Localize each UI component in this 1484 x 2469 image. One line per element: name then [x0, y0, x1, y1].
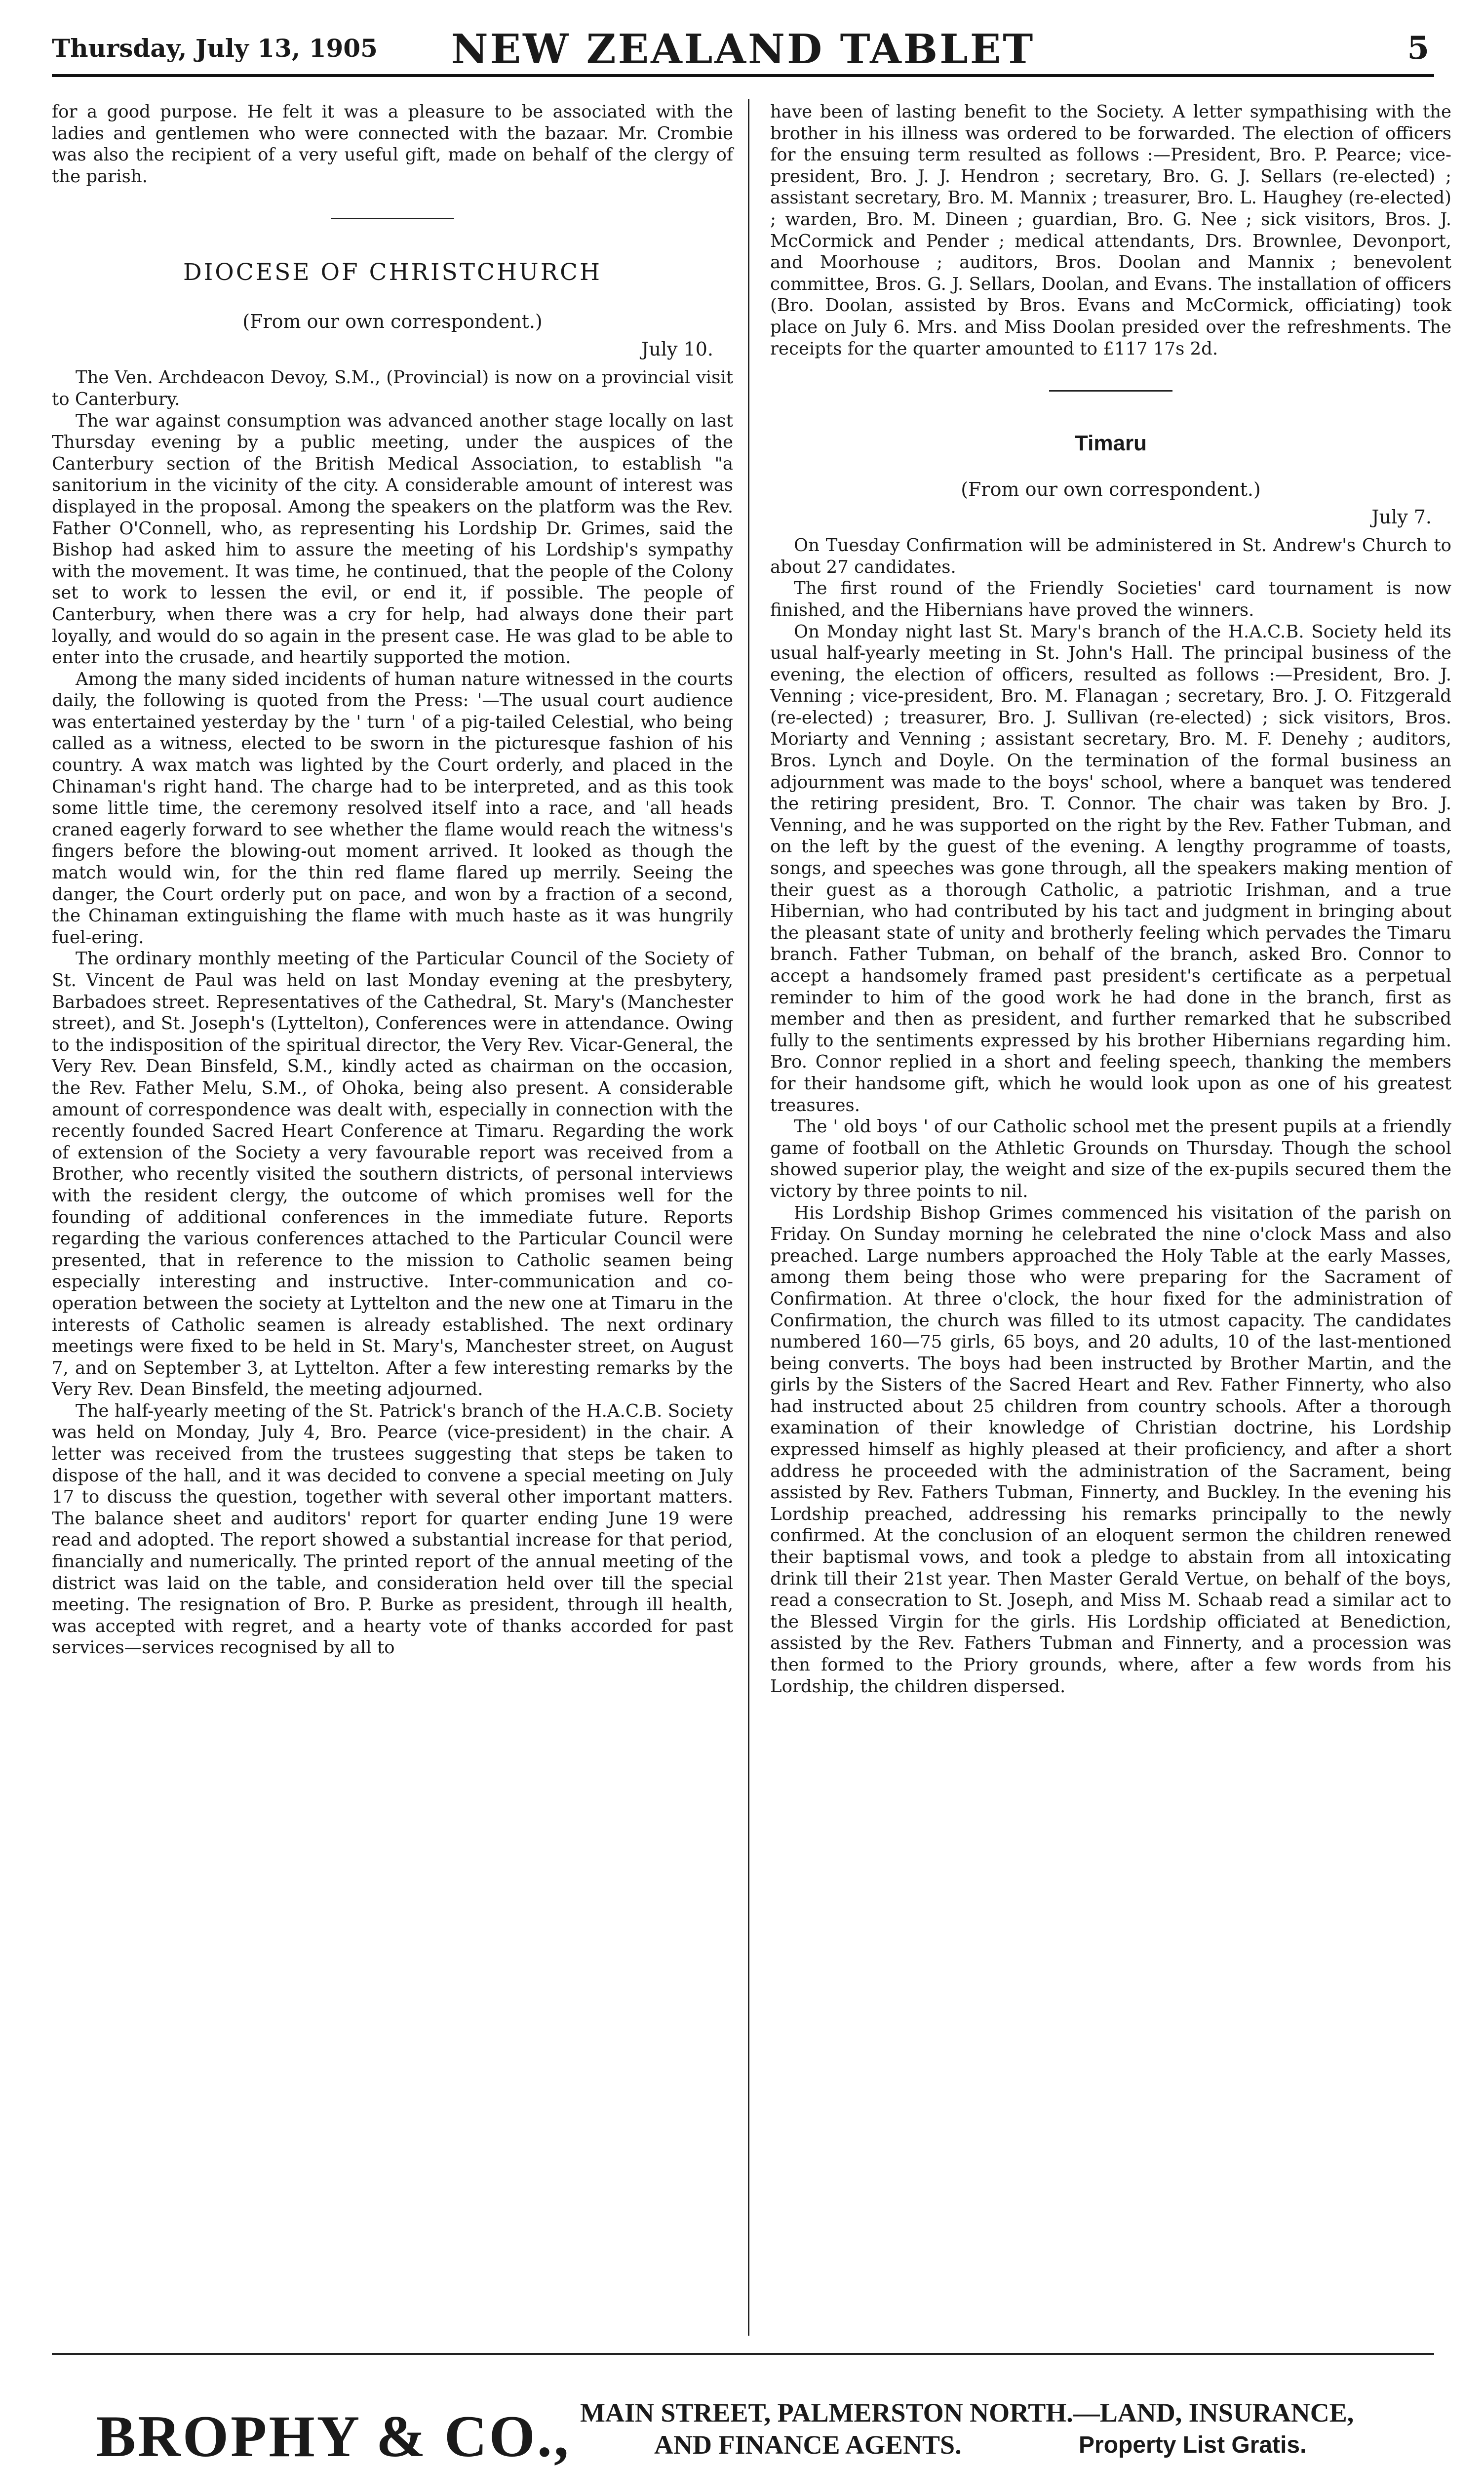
- article-paragraph: The first round of the Friendly Societies' card tournament is now finished, and the Hibernians have proved the winners.: [770, 578, 1451, 620]
- advertisement: [52, 2368, 1434, 2469]
- article-paragraph: The half-yearly meeting of the St. Patrick's branch of the H.A.C.B. Society was held on Monday, July 4, Bro. Pearce (vice-president) in the chair. A letter was received from the trustees suggesting that steps be taken to dispose of the hall, and it was decided to convene a special meeting on July 17 to discuss the question, together with several other important matters. The balance sheet and auditors' report for quarter ending June 19 were read and adopted. The report showed a substantial increase for that period, financially and numerically. The printed report of the annual meeting of the district was laid on the table, and consideration held over till the special meeting. The resignation of Bro. P. Burke as president, through ill health, was accepted with regret, and a hearty vote of thanks accorded for past services—services recognised by all to: [52, 1400, 733, 1658]
- continued-paragraph: have been of lasting benefit to the Society. A letter sympathising with the brother in his illness was ordered to be forwarded. The election of officers for the ensuing term resulted as follows :—President, Bro. P. Pearce; vice-president, Bro. J. J. Hendron ; secretary, Bro. G. J. Sellars (re-elected) ; assistant secretary, Bro. M. Mannix ; treasurer, Bro. L. Haughey (re-elected) ; warden, Bro. M. Dineen ; guardian, Bro. G. Nee ; sick visitors, Bros. J. McCormick and Pender ; medical attendants, Drs. Brownlee, Devonport, and Moorhouse ; auditors, Bros. Doolan and Mannix ; benevolent committee, Bros. G. J. Sellars, Doolan, and Evans. The installation of officers (Bro. Doolan, assisted by Bros. Evans and McCormick, officiating) took place on July 6. Mrs. and Miss Doolan presided over the refreshments. The receipts for the quarter amounted to £117 17s 2d.: [770, 102, 1451, 359]
- issue-date: Thursday, July 13, 1905: [52, 34, 378, 63]
- newspaper-title: NEW ZEALAND TABLET: [451, 26, 1035, 73]
- advertiser-services: AND FINANCE AGENTS.: [654, 2430, 962, 2460]
- advertiser-offer: Property List Gratis.: [1079, 2432, 1307, 2458]
- article-paragraph: The ' old boys ' of our Catholic school met the present pupils at a friendly game of football on the Athletic Grounds on Thursday. Though the school showed superior play, the weight and size of the ex-pupils secured them the victory by three points to nil.: [770, 1116, 1451, 1201]
- article-paragraph: The war against consumption was advanced another stage locally on last Thursday evening by a public meeting, under the auspices of the Canterbury section of the British Medical Association, to establish "a sanitorium in the vicinity of the city. A considerable amount of interest was displayed in the proposal. Among the speakers on the platform was the Rev. Father O'Connell, who, as representing his Lordship Dr. Grimes, said the Bishop had asked him to assure the meeting of his Lordship's sympathy with the movement. It was time, he continued, that the people of the Colony set to work to lessen the evil, or end it, if possible. The people of Canterbury, when there was a cry for help, had always done their part loyally, and would do so again in the present case. He was glad to be able to enter into the crusade, and heartily supported the motion.: [52, 410, 733, 668]
- column-divider: [748, 99, 749, 2336]
- dateline: July 7.: [1371, 506, 1432, 528]
- advertiser-address: MAIN STREET, PALMERSTON NORTH.—LAND, INSURANCE,: [580, 2398, 1354, 2428]
- continued-paragraph: for a good purpose. He felt it was a pleasure to be associated with the ladies and gentlemen who were connected with the bazaar. Mr. Crombie was also the recipient of a very useful gift, made on behalf of the clergy of the parish.: [52, 102, 733, 187]
- article-paragraph: On Monday night last St. Mary's branch of the H.A.C.B. Society held its usual half-yearly meeting in St. John's Hall. The principal business of the evening, the election of officers, resulted as follows :—President, Bro. J. Venning ; vice-president, Bro. M. Flanagan ; secretary, Bro. J. O. Fitzgerald (re-elected) ; treasurer, Bro. J. Sullivan (re-elected) ; sick visitors, Bros. Moriarty and Venning ; assistant secretary, Bro. M. F. Denehy ; auditors, Bros. Lynch and Doyle. On the termination of the formal business an adjournment was made to the boys' school, where a banquet was tendered the retiring president, Bro. T. Connor. The chair was taken by Bro. J. Venning, and he was supported on the right by the Rev. Father Tubman, and on the left by the guest of the evening. A lengthy programme of toasts, songs, and speeches was gone through, all the speakers making mention of their guest as a thorough Catholic, a patriotic Irishman, and a true Hibernian, who had contributed by his tact and judgment in bringing about the pleasant state of unity and brotherly feeling which pervades the Timaru branch. Father Tubman, on behalf of the branch, asked Bro. Connor to accept a handsomely framed past president's certificate as a perpetual reminder to him of the good work he had done in the branch, first as member and then as president, and further remarked that he subscribed fully to the sentiments expressed by his brother Hibernians regarding him. Bro. Connor replied in a short and feeling speech, thanking the members for their handsome gift, which he would look upon as one of his greatest treasures.: [770, 621, 1451, 1115]
- correspondent-credit: (From our own correspondent.): [961, 478, 1261, 501]
- section-heading-christchurch: DIOCESE OF CHRISTCHURCH: [183, 259, 602, 286]
- article-paragraph: The ordinary monthly meeting of the Particular Council of the Society of St. Vincent de Paul was held on last Monday evening at the presbytery, Barbadoes street. Representatives of the Cathedral, St. Mary's (Manchester street), and St. Joseph's (Lyttelton), Conferences were in attendance. Owing to the indisposition of the spiritual director, the Very Rev. Vicar-General, the Very Rev. Dean Binsfeld, S.M., kindly acted as chairman on the occasion, the Rev. Father Melu, S.M., of Ohoka, being also present. A considerable amount of correspondence was dealt with, especially in connection with the recently founded Sacred Heart Conference at Timaru. Regarding the work of extension of the Society a very favourable report was received from a Brother, who recently visited the southern districts, of personal interviews with the resident clergy, the outcome of which promises well for the founding of additional conferences in the immediate future. Reports regarding the various conferences attached to the Particular Council were presented, that in reference to the mission to Catholic seamen being especially interesting and instructive. Inter-communication and co-operation between the society at Lyttelton and the new one at Timaru in the interests of Catholic seamen is already established. The next ordinary meetings were fixed to be held in St. Mary's, Manchester street, on August 7, and on September 3, at Lyttelton. After a few interesting remarks by the Very Rev. Dean Binsfeld, the meeting adjourned.: [52, 949, 733, 1400]
- correspondent-credit: (From our own correspondent.): [242, 311, 543, 333]
- dateline: July 10.: [641, 338, 713, 360]
- masthead: [52, 15, 1434, 77]
- section-heading-timaru: Timaru: [1075, 431, 1147, 456]
- article-paragraph: His Lordship Bishop Grimes commenced his visitation of the parish on Friday. On Sunday morning he celebrated the nine o'clock Mass and also preached. Large numbers approached the Holy Table at the early Masses, among them being those who were preparing for the Sacrament of Confirmation. At three o'clock, the hour fixed for the administration of Confirmation, the church was filled to its utmost capacity. The candidates numbered 160—75 girls, 65 boys, and 20 adults, 10 of the last-mentioned being converts. The boys had been instructed by Brother Martin, and the girls by the Sisters of the Sacred Heart and Rev. Father Finnerty, who also had instructed about 25 children from country schools. After a thorough examination of their knowledge of Christian doctrine, his Lordship expressed himself as highly pleased at their proficiency, and after a short address he proceeded with the administration of the Sacrament, being assisted by Rev. Fathers Tubman, Finnerty, and Buckley. In the evening his Lordship preached, addressing his remarks principally to the newly confirmed. At the conclusion of an eloquent sermon the children renewed their baptismal vows, and took a pledge to abstain from all intoxicating drink till their 21st year. Then Master Gerald Vertue, on behalf of the boys, read a consecration to St. Joseph, and Miss M. Schaab read a similar act to the Blessed Virgin for the girls. His Lordship officiated at Benediction, assisted by the Rev. Fathers Tubman and Finnerty, and a procession was then formed to the Priory grounds, where, after a few words from his Lordship, the children dispersed.: [770, 1202, 1451, 1697]
- advertiser-name: BROPHY & CO.,: [96, 2403, 571, 2469]
- section-divider: [331, 218, 454, 219]
- section-divider: [1049, 390, 1172, 392]
- footer-rule: [52, 2353, 1434, 2355]
- left-column: [52, 101, 733, 1659]
- page-number: 5: [1407, 30, 1429, 67]
- article-paragraph: Among the many sided incidents of human nature witnessed in the courts daily, the following is quoted from the Press: '—The usual court audience was entertained yesterday by the ' turn ' of a pig-tailed Celestial, who being called as a witness, elected to be sworn in the picturesque fashion of his country. A wax match was lighted by the Court orderly, and placed in the Chinaman's right hand. The charge had to be interpreted, and as this took some little time, the ceremony resolved itself into a race, and 'all heads craned eagerly forward to see whether the flame would reach the witness's fingers before the blowing-out moment arrived. It looked as though the match would win, for the thin red flame flared up merrily. Seeing the danger, the Court orderly put on pace, and won by a fraction of a second, the Chinaman extinguishing the flame with much haste as it was hungrily fuel-ering.: [52, 669, 733, 948]
- article-paragraph: On Tuesday Confirmation will be administered in St. Andrew's Church to about 27 candidates.: [770, 535, 1451, 577]
- article-paragraph: The Ven. Archdeacon Devoy, S.M., (Provincial) is now on a provincial visit to Canterbury.: [52, 367, 733, 409]
- right-column: [770, 101, 1451, 1697]
